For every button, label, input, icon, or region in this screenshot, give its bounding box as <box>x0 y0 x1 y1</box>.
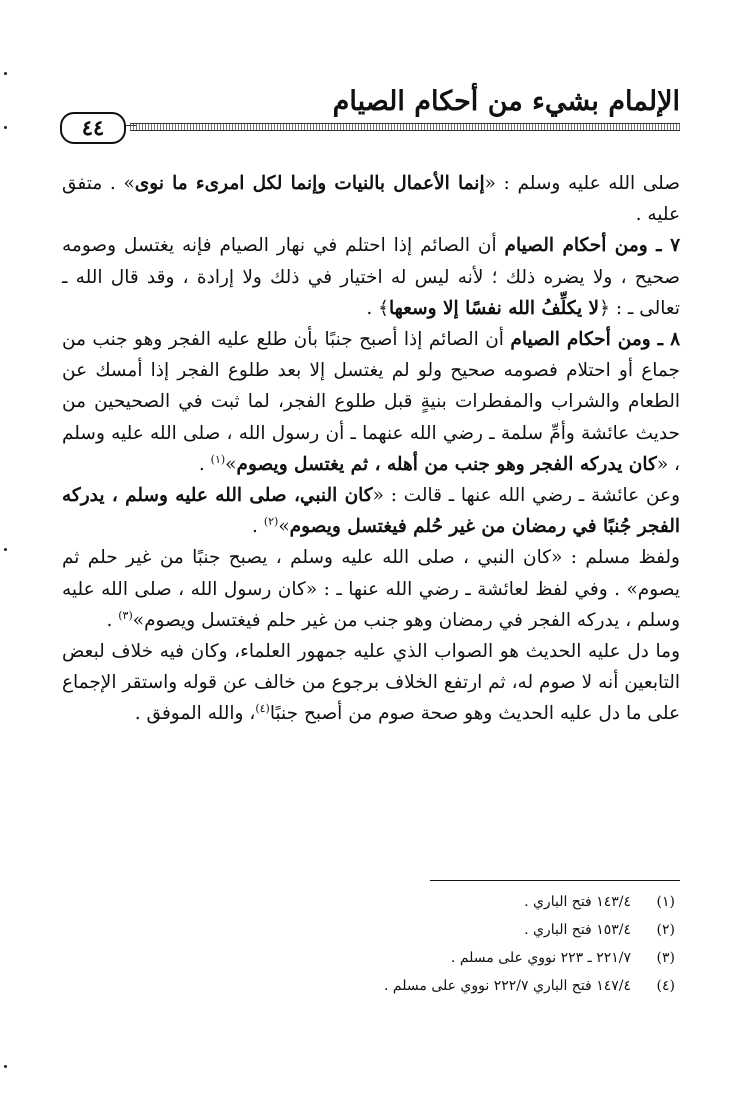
paragraph-3 <box>62 324 680 480</box>
text-run: ولفظ مسلم : «كان النبي ، صلى الله عليه وسلم ، يصبح جنبًا من غير حلم ثم يصوم» . وفي لفظ لعائشة ـ رضي الله عنها ـ : «كان رسول الله ، صلى الله عليه وسلم ، يدركه الفجر في رمضان وهو جنب من غير حلم فيغتسل ويصوم» <box>62 547 680 631</box>
page-header <box>60 82 680 142</box>
paragraph-2 <box>62 230 680 324</box>
header-ornamental-rule <box>130 123 680 131</box>
footnote-number: (٣) <box>656 950 675 966</box>
hadith-quote: كان يدركه الفجر وهو جنب من أهله ، ثم يغتسل ويصوم <box>236 453 657 475</box>
text-run: » . متفق عليه . <box>62 173 680 226</box>
text-run: أن الصائم إذا احتلم في نهار الصيام فإنه يغتسل وصومه صحيح ، ولا يضره ذلك ؛ لأنه ليس له اختيار في ذلك ولا إرادة ، وقد قال الله ـ تعالى ـ : ﴿ <box>62 235 680 319</box>
ruling-heading: ٧ ـ ومن أحكام الصيام <box>504 235 680 257</box>
ruling-heading: ٨ ـ ومن أحكام الصيام <box>510 329 680 351</box>
text-run: أن الصائم إذا أصبح جنبًا بأن طلع عليه الفجر وهو جنب من جماع أو احتلام فصومه صحيح ولو لم يغتسل إلا بعد طلوع الفجر إذا أمسك عن الطعام والشراب والمفطرات بنيةٍ قبل طلوع الفجر، لما ثبت في الصحيحين من حديث عائشة وأمِّ سلمة ـ رضي الله عنهما ـ أن رسول الله ، صلى الله عليه وسلم ، « <box>62 329 680 475</box>
paragraph-1 <box>62 168 680 230</box>
text-run: . <box>106 609 119 631</box>
footnote-number: (٤) <box>656 978 675 994</box>
text-run: » <box>278 516 290 538</box>
footnote-marker[interactable]: (٢) <box>263 515 279 529</box>
footnote-item <box>115 972 675 1000</box>
footnote-text: ١٤٧/٤ فتح الباري ٢٢٢/٧ نووي على مسلم . <box>384 978 631 994</box>
footnote-number: (٢) <box>656 922 675 938</box>
margin-dot <box>4 1065 7 1068</box>
footnote-marker[interactable]: (١) <box>210 452 226 466</box>
footnote-item <box>115 888 675 916</box>
footnote-text: ١٥٣/٤ فتح الباري . <box>524 922 631 938</box>
main-text <box>62 168 680 730</box>
text-run: صلى الله عليه وسلم : « <box>484 173 680 194</box>
text-run: وما دل عليه الحديث هو الصواب الذي عليه جمهور العلماء، وكان فيه خلاف لبعض التابعين أنه لا صوم له، ثم ارتفع الخلاف برجوع من خالف عن قوله واستقر الإجماع على ما دل عليه الحديث وهو صحة صوم من أصبح جنبًا <box>62 641 680 725</box>
margin-dot <box>4 126 7 129</box>
text-run: ، والله الموفق . <box>134 703 256 725</box>
page-number: ٤٤ <box>60 112 126 144</box>
hadith-quote: كان النبي، صلى الله عليه وسلم ، يدركه الفجر جُنبًا في رمضان من غير حُلم فيغتسل ويصوم <box>62 485 680 538</box>
paragraph-4 <box>62 480 680 542</box>
footnote-item <box>115 916 675 944</box>
text-run: » <box>225 453 237 475</box>
quran-verse: لا يكلِّفُ الله نفسًا إلا وسعها <box>389 297 600 319</box>
footnote-marker[interactable]: (٣) <box>118 608 133 622</box>
footnotes <box>115 888 675 1000</box>
text-run: . <box>252 516 264 538</box>
footnote-text: ٢٢١/٧ ـ ٢٢٣ نووي على مسلم . <box>450 950 631 966</box>
footnote-separator <box>430 880 680 881</box>
text-run: ﴾ . <box>366 297 390 319</box>
paragraph-5 <box>62 542 680 636</box>
text-run: . <box>198 453 211 475</box>
margin-dot <box>4 72 7 75</box>
text-run: وعن عائشة ـ رضي الله عنها ـ قالت : « <box>372 485 680 507</box>
margin-dot <box>4 548 7 551</box>
footnote-item <box>115 944 675 972</box>
paragraph-6 <box>62 636 680 730</box>
footnote-marker[interactable]: (٤) <box>255 702 270 716</box>
hadith-quote: إنما الأعمال بالنيات وإنما لكل امرىء ما نوى <box>134 173 485 194</box>
footnote-number: (١) <box>656 894 675 910</box>
running-title: الإلمام بشيء من أحكام الصيام <box>332 86 680 117</box>
footnote-text: ١٤٣/٤ فتح الباري . <box>524 894 631 910</box>
